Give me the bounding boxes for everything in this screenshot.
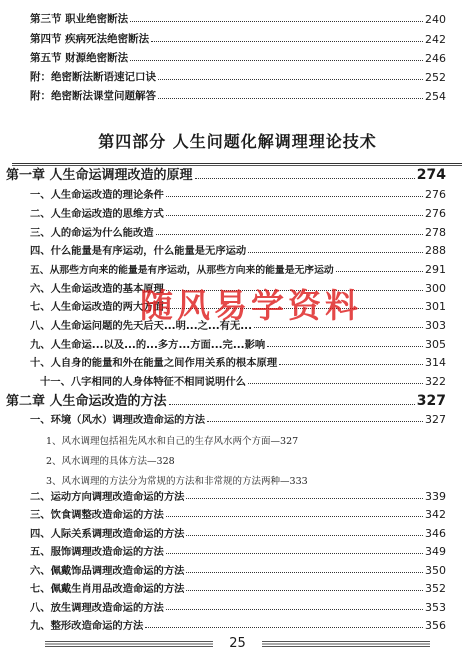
entry-title: 一、环境（风水）调理改造命运的方法 <box>30 414 206 426</box>
dot-leader <box>166 215 423 216</box>
page-ref: 246 <box>425 52 446 65</box>
toc-entry <box>30 187 446 201</box>
part-title: 第四部分 人生问题化解调理理论技术 <box>98 132 377 151</box>
sub-entry: 2、风水调理的具体方法—328 <box>46 456 175 467</box>
toc-entry <box>30 563 446 577</box>
toc-entry <box>30 51 446 65</box>
entry-title: 五、服饰调理改造命运的方法 <box>30 546 164 558</box>
entry-title: 附：绝密断法断语速记口诀 <box>30 71 156 83</box>
entry-title: 一、人生命运改造的理论条件 <box>30 189 164 201</box>
page-ref: 339 <box>425 490 446 503</box>
dot-leader <box>169 404 415 405</box>
dot-leader <box>248 252 423 253</box>
dot-leader <box>254 327 423 328</box>
entry-title: 七、佩戴生肖用品改造命运的方法 <box>30 583 185 595</box>
dot-leader <box>156 234 423 235</box>
dot-leader <box>248 383 423 384</box>
entry-title: 附：绝密断法课堂问题解答 <box>30 90 156 102</box>
page-footer <box>0 636 475 652</box>
page-ref: 305 <box>425 338 446 351</box>
toc-entry <box>40 374 446 388</box>
entry-title: 九、人生命运...以及...的...多方...方面...完...影响 <box>30 339 266 351</box>
page-ref: 346 <box>425 527 446 540</box>
entry-title: 七、人生命运改造的两大方面 <box>30 301 164 313</box>
entry-title: 第二章 人生命运改造的方法 <box>6 394 167 409</box>
page-ref: 356 <box>425 619 446 632</box>
entry-title: 五、从那些方向来的能量是有序运动，从那些方向来的能量是无序运动 <box>30 265 334 276</box>
entry-title: 十一、八字相同的人身体特征不相同说明什么 <box>40 376 246 388</box>
entry-title: 二、人生命运改造的思维方式 <box>30 208 164 220</box>
toc-entry <box>30 355 446 369</box>
dot-leader <box>166 516 423 517</box>
page-ref: 252 <box>425 71 446 84</box>
entry-title: 八、人生命运问题的先天后天...明...之...有无... <box>30 320 252 332</box>
toc-entry <box>30 526 446 540</box>
page-ref: 274 <box>416 167 446 183</box>
dot-leader <box>130 21 423 22</box>
toc-entry <box>30 206 446 220</box>
page-ref: 352 <box>425 582 446 595</box>
page-ref: 254 <box>425 90 446 103</box>
page-ref: 288 <box>425 244 446 257</box>
page-ref: 242 <box>425 33 446 46</box>
entry-title: 八、放生调理改造命运的方法 <box>30 602 164 614</box>
dot-leader <box>130 60 423 61</box>
toc-entry <box>30 225 446 239</box>
page-ref: 300 <box>425 282 446 295</box>
dot-leader <box>158 79 423 80</box>
dot-leader <box>166 553 423 554</box>
footer-rule-right <box>262 641 430 647</box>
entry-title: 十、人自身的能量和外在能量之间作用关系的根本原理 <box>30 357 278 369</box>
entry-title: 三、饮食调整改造命运的方法 <box>30 509 164 521</box>
entry-title: 六、佩戴饰品调理改造命运的方法 <box>30 565 185 577</box>
toc-entry <box>30 337 446 351</box>
dot-leader <box>279 364 423 365</box>
dot-leader <box>336 271 423 272</box>
page-ref: 349 <box>425 545 446 558</box>
dot-leader <box>207 421 423 422</box>
page-ref: 240 <box>425 13 446 26</box>
page-ref: 291 <box>425 263 446 276</box>
dot-leader <box>267 346 423 347</box>
page-ref: 327 <box>425 413 446 426</box>
toc-entry <box>30 12 446 26</box>
entry-title: 六、人生命运改造的基本原理 <box>30 283 164 295</box>
page-ref: 276 <box>425 188 446 201</box>
page-ref: 322 <box>425 375 446 388</box>
toc-entry <box>30 262 446 276</box>
sub-entry: 1、风水调理包括祖先风水和自己的生存风水两个方面—327 <box>46 436 299 447</box>
page-ref: 342 <box>425 508 446 521</box>
toc-entry <box>30 70 446 84</box>
entry-title: 九、整形改造命运的方法 <box>30 620 144 632</box>
dot-leader <box>195 178 415 179</box>
toc-entry <box>30 489 446 503</box>
entry-title: 二、运动方向调理改造命运的方法 <box>30 491 185 503</box>
toc-entry <box>30 412 446 426</box>
toc-entry <box>30 243 446 257</box>
dot-leader <box>145 627 423 628</box>
page-ref: 353 <box>425 601 446 614</box>
page-ref: 327 <box>416 393 446 409</box>
toc-entry <box>30 618 446 632</box>
entry-title: 第四节 疾病死法绝密断法 <box>30 33 150 45</box>
entry-title: 第三节 职业绝密断法 <box>30 13 129 25</box>
toc-entry <box>30 32 446 46</box>
page-ref: 278 <box>425 226 446 239</box>
dot-leader <box>186 572 423 573</box>
dot-leader <box>166 609 423 610</box>
watermark: 随风易学资料 <box>140 286 362 325</box>
toc-entry <box>30 89 446 103</box>
sub-entry: 3、风水调理的方法分为常规的方法和非常规的方法两种—333 <box>46 476 308 487</box>
toc-entry <box>30 507 446 521</box>
entry-title: 第五节 财源绝密断法 <box>30 52 129 64</box>
toc-entry <box>30 544 446 558</box>
page-ref: 301 <box>425 300 446 313</box>
entry-title: 第一章 人生命运调理改造的原理 <box>6 168 193 183</box>
dot-leader <box>186 535 423 536</box>
dot-leader <box>186 498 423 499</box>
entry-title: 四、什么能量是有序运动，什么能量是无序运动 <box>30 245 247 257</box>
chapter-heading <box>6 165 446 183</box>
page-ref: 350 <box>425 564 446 577</box>
entry-title: 四、人际关系调理改造命运的方法 <box>30 528 185 540</box>
page-ref: 314 <box>425 356 446 369</box>
dot-leader <box>186 590 423 591</box>
entry-title: 三、人的命运为什么能改造 <box>30 227 154 239</box>
toc-entry <box>30 581 446 595</box>
chapter-heading <box>6 391 446 409</box>
dot-leader <box>166 196 423 197</box>
dot-leader <box>158 98 423 99</box>
page-ref: 276 <box>425 207 446 220</box>
page-ref: 303 <box>425 319 446 332</box>
dot-leader <box>151 41 423 42</box>
toc-entry <box>30 600 446 614</box>
page-number: 25 <box>229 636 246 651</box>
